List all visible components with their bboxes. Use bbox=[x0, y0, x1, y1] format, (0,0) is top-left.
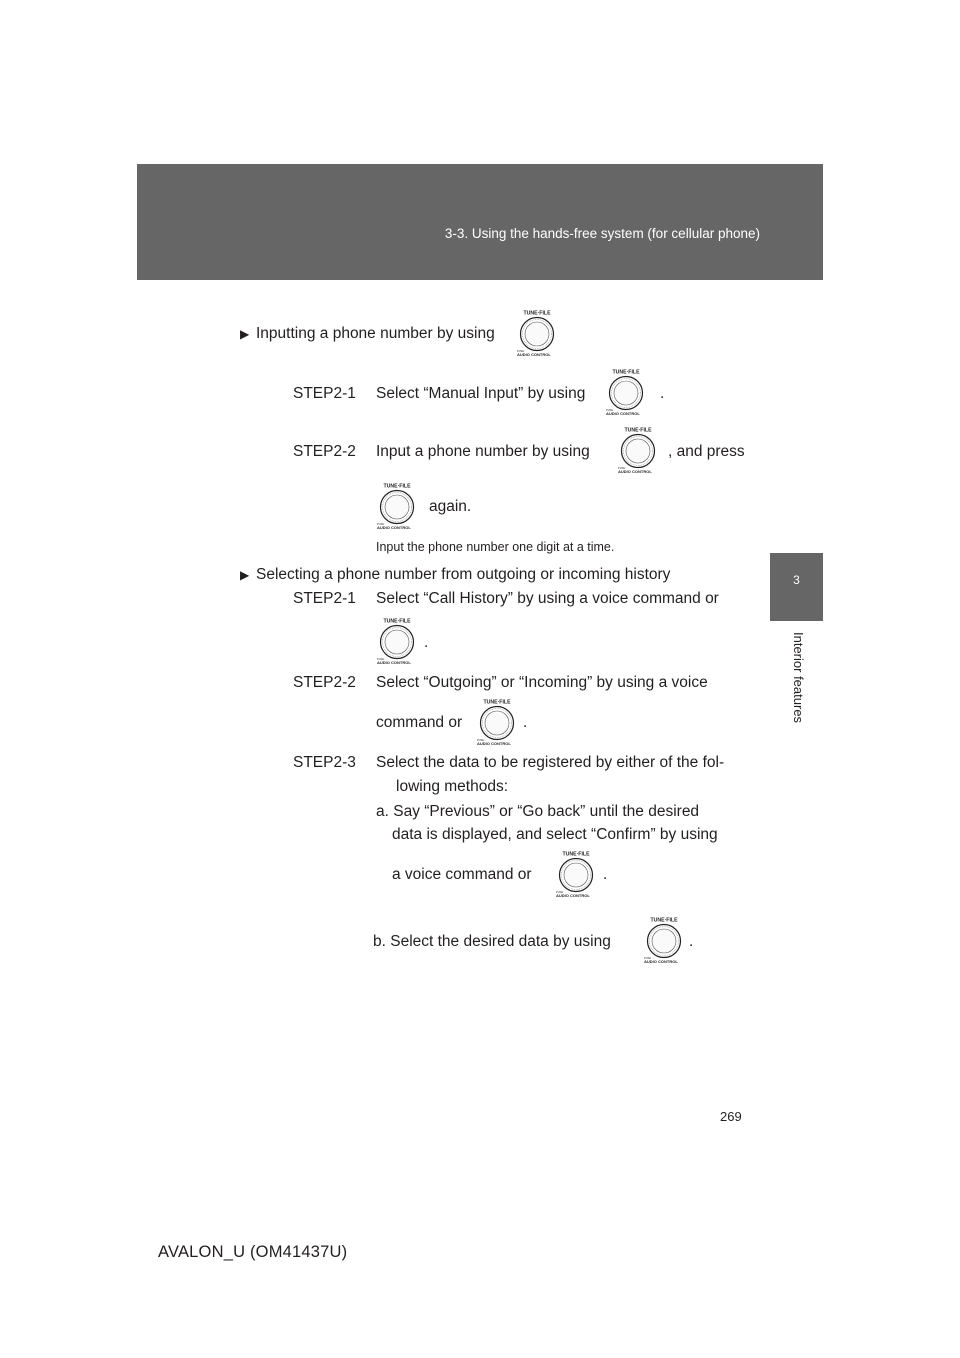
step-continuation: again. bbox=[429, 498, 472, 515]
chapter-header-bar bbox=[137, 164, 823, 280]
step-text: Select the data to be registered by either of the fol- bbox=[376, 754, 725, 771]
step-id: STEP2-1 bbox=[293, 385, 356, 402]
step-suffix: . bbox=[660, 385, 665, 402]
step-id: STEP2-2 bbox=[293, 443, 356, 460]
step-text: Select “Manual Input” by using bbox=[376, 385, 586, 402]
tune-file-knob-icon bbox=[640, 916, 688, 964]
section-heading: Inputting a phone number by using bbox=[256, 325, 495, 342]
tune-file-knob-icon bbox=[552, 850, 600, 898]
tune-file-knob-icon bbox=[513, 309, 561, 357]
tune-file-knob-icon bbox=[473, 698, 521, 746]
method-suffix: . bbox=[689, 933, 694, 950]
method-text: data is displayed, and select “Confirm” by using bbox=[392, 826, 718, 843]
chapter-label: Interior features bbox=[791, 632, 806, 724]
step-suffix: , and press bbox=[668, 443, 745, 460]
step-id: STEP2-3 bbox=[293, 754, 356, 771]
chapter-tab bbox=[770, 553, 823, 621]
tune-file-knob-icon bbox=[602, 368, 650, 416]
tune-file-knob-icon bbox=[373, 617, 421, 665]
bullet-arrow-icon: ▶ bbox=[240, 568, 250, 582]
step-continuation: . bbox=[424, 634, 429, 651]
tune-file-knob-icon bbox=[373, 482, 421, 530]
step-text: Select “Call History” by using a voice command or bbox=[376, 590, 719, 607]
step-continuation: lowing methods: bbox=[396, 778, 509, 795]
step-id: STEP2-1 bbox=[293, 590, 356, 607]
method-text: b. Select the desired data by using bbox=[373, 933, 611, 950]
note-text: Input the phone number one digit at a time. bbox=[376, 540, 615, 554]
method-text: a voice command or bbox=[392, 866, 532, 883]
section-title: 3-3. Using the hands-free system (for cellular phone) bbox=[444, 226, 760, 241]
step-suffix: . bbox=[523, 714, 528, 731]
method-text: a. Say “Previous” or “Go back” until the desired bbox=[376, 803, 700, 820]
section-heading: Selecting a phone number from outgoing or incoming history bbox=[256, 566, 671, 583]
tune-file-knob-icon bbox=[614, 426, 662, 474]
method-suffix: . bbox=[603, 866, 608, 883]
step-text: Input a phone number by using bbox=[376, 443, 590, 460]
page-number: 269 bbox=[720, 1109, 742, 1124]
document-footer: AVALON_U (OM41437U) bbox=[158, 1243, 348, 1261]
step-id: STEP2-2 bbox=[293, 674, 356, 691]
bullet-arrow-icon: ▶ bbox=[240, 327, 250, 341]
step-continuation: command or bbox=[376, 714, 463, 731]
chapter-number: 3 bbox=[793, 573, 800, 587]
step-text: Select “Outgoing” or “Incoming” by using a voice bbox=[376, 674, 708, 691]
